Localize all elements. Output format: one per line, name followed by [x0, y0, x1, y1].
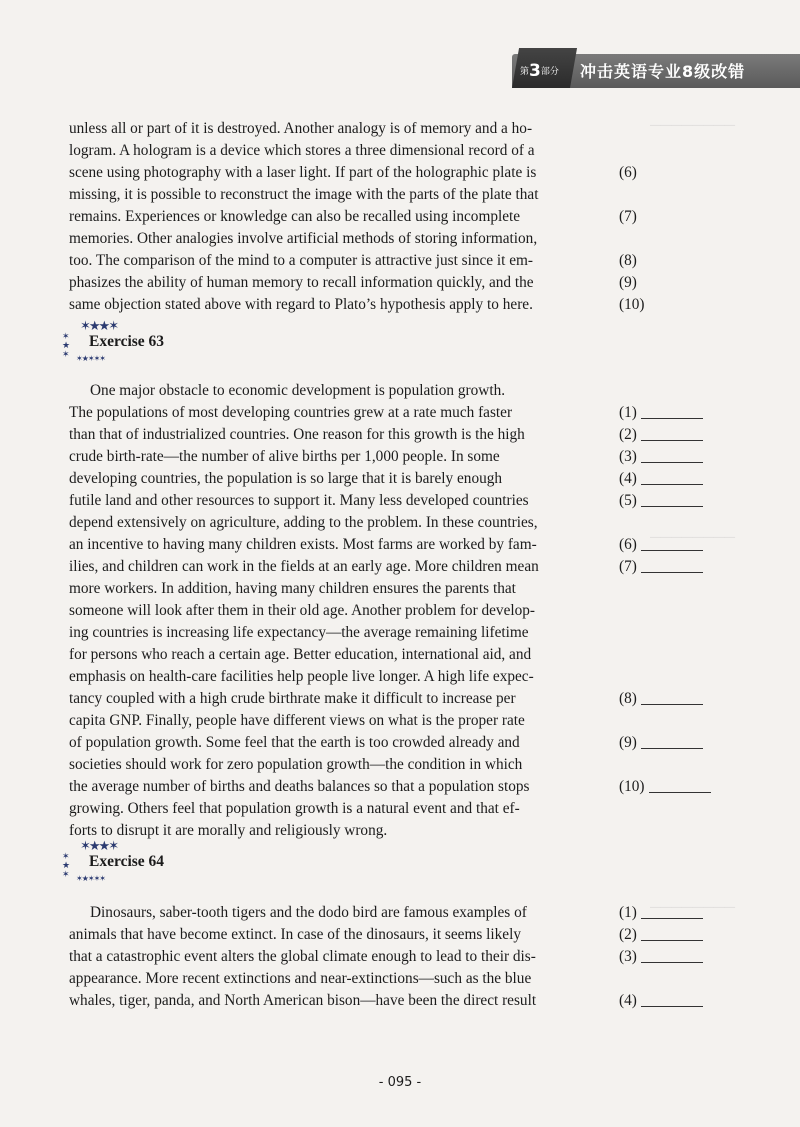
answer-blank[interactable] — [641, 404, 703, 419]
answer-number: (9) — [619, 734, 637, 751]
answer-blank[interactable] — [641, 426, 703, 441]
book-title: 冲击英语专业8级改错 — [580, 62, 746, 81]
passage-line: appearance. More recent extinctions and near-extinctions—such as the blue — [69, 970, 532, 987]
part-prefix: 第 — [520, 67, 530, 77]
passage-line: an incentive to having many children exists. Most farms are worked by fam- — [69, 536, 537, 553]
star-arc-icon: ✶★★✶ — [80, 318, 118, 333]
passage-line: of population growth. Some feel that the earth is too crowded already and — [69, 734, 520, 751]
passage-line: animals that have become extinct. In case of the dinosaurs, it seems likely — [69, 926, 521, 943]
star-arc-icon: ✶ ★ ✶ — [62, 331, 71, 359]
answer-number: (9) — [619, 274, 637, 291]
answer-slot[interactable] — [619, 688, 703, 710]
answer-slot[interactable] — [619, 490, 703, 512]
answer-slot[interactable] — [619, 776, 711, 798]
answer-number: (3) — [619, 948, 637, 965]
exercise-64-heading — [58, 836, 208, 886]
answer-number: (8) — [619, 690, 637, 707]
passage-line: developing countries, the population is so large that it is barely enough — [69, 470, 503, 487]
answer-slot[interactable] — [619, 206, 637, 228]
answer-blank[interactable] — [641, 448, 703, 463]
answer-blank[interactable] — [641, 734, 703, 749]
passage-line: logram. A hologram is a device which stores a three dimensional record of a — [69, 142, 535, 159]
answer-number: (1) — [619, 904, 637, 921]
answer-slot[interactable] — [619, 468, 703, 490]
answer-slot[interactable] — [619, 250, 637, 272]
answer-number: (10) — [619, 296, 645, 313]
exercise-63-heading — [58, 316, 208, 366]
answer-number: (2) — [619, 926, 637, 943]
answer-slot[interactable] — [619, 534, 703, 556]
passage-line: ing countries is increasing life expectancy—the average remaining lifetime — [69, 624, 529, 641]
answer-number: (7) — [619, 558, 637, 575]
answer-blank[interactable] — [641, 470, 703, 485]
passage-line: tancy coupled with a high crude birthrate make it difficult to increase per — [69, 690, 516, 707]
answer-slot[interactable] — [619, 990, 703, 1012]
page-number: - 095 - — [378, 1075, 422, 1090]
passage-line: someone will look after them in their old age. Another problem for develop- — [69, 602, 536, 619]
passage-line: societies should work for zero population growth—the condition in which — [69, 756, 523, 773]
answer-number: (4) — [619, 992, 637, 1009]
answer-blank[interactable] — [641, 948, 703, 963]
answer-number: (10) — [619, 778, 645, 795]
passage-line: unless all or part of it is destroyed. Another analogy is of memory and a ho- — [69, 120, 533, 137]
answer-slot[interactable] — [619, 272, 637, 294]
answer-number: (6) — [619, 536, 637, 553]
passage-line: too. The comparison of the mind to a computer is attractive just since it em- — [69, 252, 534, 269]
passage-line: more workers. In addition, having many children ensures the parents that — [69, 580, 516, 597]
passage-line: growing. Others feel that population growth is a natural event and that ef- — [69, 800, 520, 817]
header-part-label — [520, 61, 559, 81]
answer-blank[interactable] — [641, 926, 703, 941]
answer-slot[interactable] — [619, 162, 637, 184]
star-arc-icon: ✶★✶✶✶ — [76, 354, 105, 363]
star-arc-icon: ✶★✶✶✶ — [76, 874, 105, 883]
answer-number: (3) — [619, 448, 637, 465]
passage-line: capita GNP. Finally, people have different views on what is the proper rate — [69, 712, 525, 729]
passage-line: memories. Other analogies involve artificial methods of storing information, — [69, 230, 538, 247]
part-number: 3 — [529, 61, 541, 81]
passage-line: whales, tiger, panda, and North American bison—have been the direct result — [69, 992, 537, 1009]
answer-slot[interactable] — [619, 902, 703, 924]
passage-line: crude birth-rate—the number of alive births per 1,000 people. In some — [69, 448, 500, 465]
answer-slot[interactable] — [619, 946, 703, 968]
answer-blank[interactable] — [641, 904, 703, 919]
answer-number: (4) — [619, 470, 637, 487]
passage-line: depend extensively on agriculture, adding to the problem. In these countries, — [69, 514, 538, 531]
answer-number: (8) — [619, 252, 637, 269]
answer-blank[interactable] — [641, 690, 703, 705]
passage-line: remains. Experiences or knowledge can also be recalled using incomplete — [69, 208, 521, 225]
passage-line: missing, it is possible to reconstruct the image with the parts of the plate that — [69, 186, 539, 203]
answer-blank[interactable] — [641, 536, 703, 551]
passage-line: that a catastrophic event alters the global climate enough to lead to their dis- — [69, 948, 536, 965]
passage-line: for persons who reach a certain age. Better education, international aid, and — [69, 646, 532, 663]
answer-blank[interactable] — [641, 558, 703, 573]
passage-line: than that of industrialized countries. One reason for this growth is the high — [69, 426, 525, 443]
answer-slot[interactable] — [619, 424, 703, 446]
star-arc-icon: ✶ ★ ✶ — [62, 851, 71, 879]
answer-number: (1) — [619, 404, 637, 421]
part-suffix: 部分 — [540, 67, 559, 77]
answer-slot[interactable] — [619, 294, 645, 316]
answer-number: (2) — [619, 426, 637, 443]
passage-line: same objection stated above with regard to Plato’s hypothesis apply to here. — [69, 296, 533, 313]
exercise-title: Exercise 63 — [89, 333, 165, 350]
passage-line: ilies, and children can work in the fields at an early age. More children mean — [69, 558, 539, 575]
passage-line: the average number of births and deaths balances so that a population stops — [69, 778, 530, 795]
answer-slot[interactable] — [619, 732, 703, 754]
answer-slot[interactable] — [619, 402, 703, 424]
answer-slot[interactable] — [619, 556, 703, 578]
passage-line: futile land and other resources to support it. Many less developed countries — [69, 492, 529, 509]
passage-line: forts to disrupt it are morally and religiously wrong. — [69, 822, 388, 839]
passage-line: emphasis on health-care facilities help people live longer. A high life expec- — [69, 668, 534, 685]
answer-slot[interactable] — [619, 924, 703, 946]
passage-line: The populations of most developing countries grew at a rate much faster — [69, 404, 513, 421]
passage-line: scene using photography with a laser light. If part of the holographic plate is — [69, 164, 537, 181]
answer-number: (6) — [619, 164, 637, 181]
passage-line: Dinosaurs, saber-tooth tigers and the dodo bird are famous examples of — [90, 904, 527, 921]
passage-line: One major obstacle to economic development is population growth. — [90, 382, 506, 399]
exercise-title: Exercise 64 — [89, 853, 165, 870]
answer-slot[interactable] — [619, 446, 703, 468]
answer-blank[interactable] — [641, 992, 703, 1007]
answer-number: (7) — [619, 208, 637, 225]
answer-number: (5) — [619, 492, 637, 509]
answer-blank[interactable] — [641, 492, 703, 507]
star-arc-icon: ✶★★✶ — [80, 838, 118, 853]
passage-line: phasizes the ability of human memory to recall information quickly, and the — [69, 274, 534, 291]
answer-blank[interactable] — [649, 778, 711, 793]
